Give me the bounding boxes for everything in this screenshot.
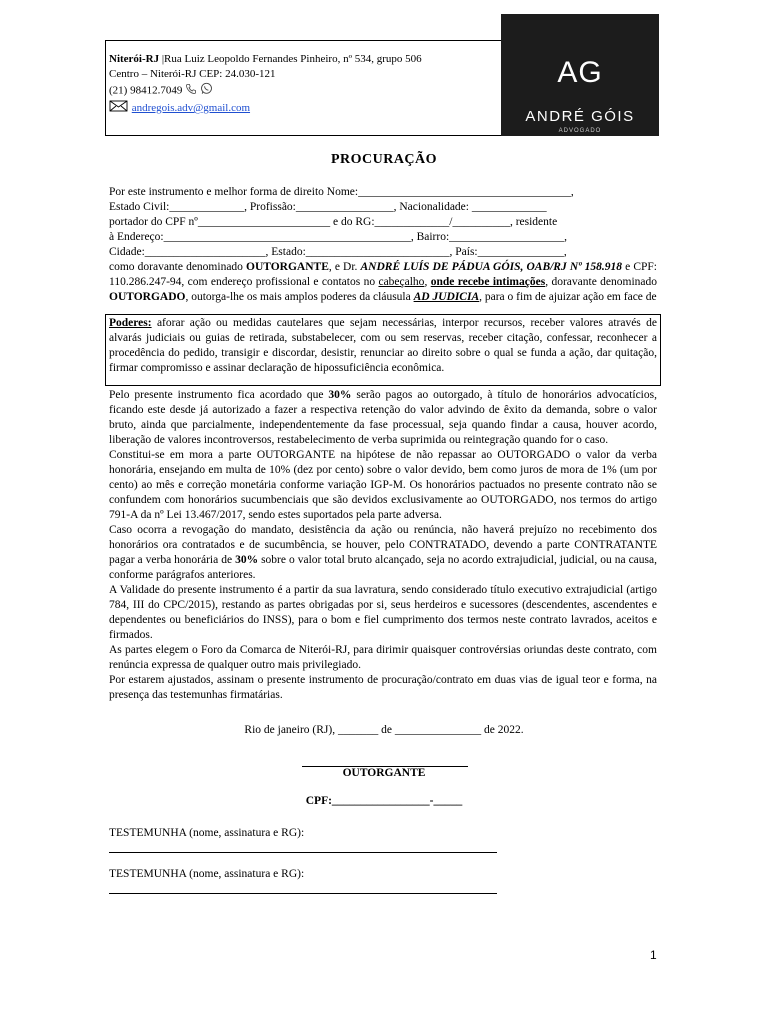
phone-icon bbox=[185, 83, 197, 100]
witness-2-label: TESTEMUNHA (nome, assinatura e RG): bbox=[109, 868, 305, 880]
header-address-line1: Niterói-RJ |Rua Luiz Leopoldo Fernandes Pinheiro, nº 534, grupo 506 bbox=[109, 53, 422, 65]
field-line-civil: Estado Civil:_____________, Profissão:_________________, Nacionalidade: _____________ bbox=[109, 201, 547, 213]
logo-subtitle: ADVOGADO bbox=[558, 128, 602, 134]
poderes-label: Poderes: bbox=[109, 317, 152, 329]
header-contact bbox=[109, 52, 422, 117]
paragraph-grant: como doravante denominado OUTORGANTE, e Dr. ANDRÉ LUÍS DE PÁDUA GÓIS, OAB/RJ Nº 158.918 e CPF: 110.286.247-94, com endereço profissional e contatos no cabeçalho, onde recebe intimações, doravante denominado OUTORGADO, outorga-lhe os mais amplos poderes da cláusula AD JUDICIA, para o fim de ajuizar ação em face de bbox=[109, 261, 658, 303]
phone-number: (21) 98412.7049 bbox=[109, 84, 183, 97]
email-link[interactable]: andregois.adv@gmail.com bbox=[131, 102, 251, 115]
paragraph-fees: Pelo presente instrumento fica acordado que 30% serão pagos ao outorgado, à título de honorários advocatícios, ficando este desde já autorizado a fazer a respectiva retenção do valor advindo de êxito da demanda, sobre o valor bruto, ainda que parcialmente, independentemente da fase processual, seja quando findar a causa, houver acordo, liberação de valores incontroversos, restabelecimento de verba suprimida ou reintegração quando for o caso. bbox=[109, 389, 657, 446]
paragraph-revogacao: Caso ocorra a revogação do mandato, desistência da ação ou renúncia, não haverá prejuízo no recebimento dos honorários ora contratados e de sucumbência, se houver, pelo CONTRATADO, devendo a parte CONTRATANTE pagar a verba honorária de 30% sobre o valor total bruto alcançado, seja no acordo extrajudicial, judicial, ou na causa, conforme parágrafos anteriores. bbox=[109, 524, 657, 581]
paragraph-validade: A Validade do presente instrumento é a partir da sua lavratura, sendo considerado título executivo extrajudicial (artigo 784, III do CPC/2015), restando as partes obrigadas por si, seus herdeiros e sucessores (descendentes, ascendentes e dependentes ou beneficiários do INSS), para o bom e fiel cumprimento dos termos neste contrato lavrados, aceitos e firmados. bbox=[109, 584, 657, 641]
paragraph-closing: Por estarem ajustados, assinam o presente instrumento de procuração/contrato em duas vias de igual teor e forma, na presença das testemunhas firmatárias. bbox=[109, 674, 657, 701]
cpf-line: CPF:_________________-_____ bbox=[305, 795, 463, 807]
header-email-line bbox=[109, 100, 422, 117]
witness-1-line bbox=[109, 852, 497, 853]
field-line-city: Cidade:_____________________, Estado:_________________________, País:_______________, bbox=[109, 246, 567, 258]
paragraph-mora: Constitui-se em mora a parte OUTORGANTE na hipótese de não repassar ao OUTORGADO o valor da verba honorária, ensejando em multa de 10% (dez por cento) sobre o valor devido, bem como juros de mora de 1% (um por cento) ao mês e correção monetária conforme variação IGP-M. Os honorários pactuados no presente contrato não se confundem com honorários sucumbenciais que são devidos exclusivamente ao OUTORGADO, nos termos do artigo 791-A da nº Lei 13.467/2017, sendo estes suportados pela parte adversa. bbox=[109, 449, 657, 521]
page-number: 1 bbox=[650, 948, 657, 962]
witness-2-line bbox=[109, 893, 497, 894]
logo-name: ANDRÉ GÓIS bbox=[525, 108, 635, 125]
logo bbox=[501, 14, 659, 136]
logo-monogram: AG bbox=[557, 56, 603, 89]
witness-1-label: TESTEMUNHA (nome, assinatura e RG): bbox=[109, 827, 305, 839]
header-address-line2: Centro – Niterói-RJ CEP: 24.030-121 bbox=[109, 68, 276, 80]
paragraph-poderes: Poderes: aforar ação ou medidas cautelares que sejam necessárias, interpor recursos, receber valores através de alvarás judiciais ou guias de retirada, substabelecer, com ou sem reservas, receber citação, confessar, reconhecer a procedência do pedido, transigir e discordar, desistir, renunciar ao direito sobre o qual se funda a ação, dar quitação, firmar compromisso e assinar declaração de hipossuficiência econômica. bbox=[109, 317, 657, 374]
envelope-icon bbox=[109, 100, 129, 117]
field-line-cpf: portador do CPF nº_______________________ e do RG:_____________/__________, residente bbox=[109, 216, 558, 228]
header-city: Niterói-RJ bbox=[109, 53, 160, 65]
page-title: PROCURAÇÃO bbox=[330, 152, 438, 167]
paragraphs-contract bbox=[109, 388, 657, 703]
paragraph-identification bbox=[109, 185, 657, 305]
header-phone-line bbox=[109, 82, 422, 100]
whatsapp-icon bbox=[200, 82, 213, 100]
field-line-name: Por este instrumento e melhor forma de direito Nome:_____________________________________, bbox=[109, 186, 574, 198]
outorgante-label: OUTORGANTE bbox=[342, 767, 426, 779]
date-line: Rio de janeiro (RJ), _______ de _______________ de 2022. bbox=[244, 724, 524, 736]
field-line-address: à Endereço:___________________________________________, Bairro:____________________, bbox=[109, 231, 568, 243]
paragraph-foro: As partes elegem o Foro da Comarca de Niterói-RJ, para dirimir quaisquer controvérsias oriundas deste contrato, com renúncia expressa de qualquer outro mais privilegiado. bbox=[109, 644, 657, 671]
